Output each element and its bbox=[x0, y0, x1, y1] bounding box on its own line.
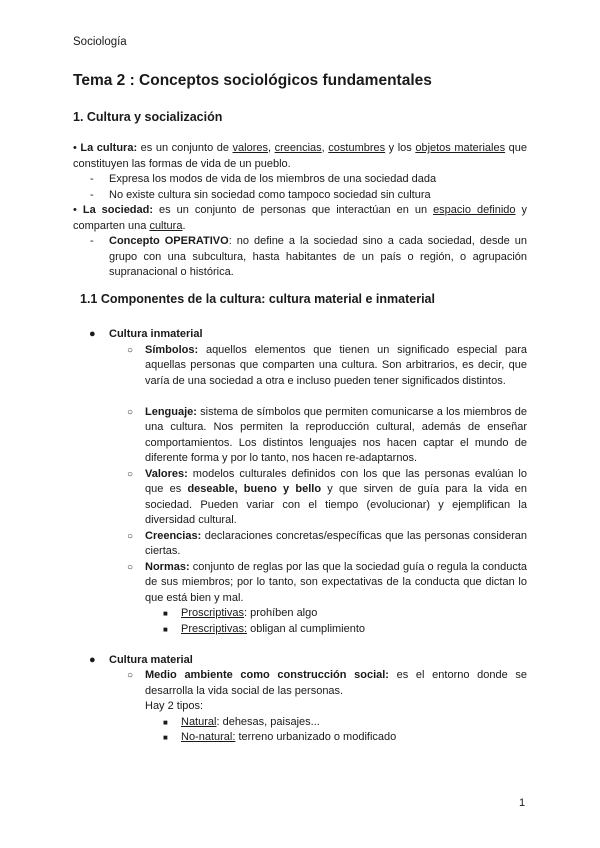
term: Creencias: bbox=[145, 529, 202, 542]
text: modelos culturales definidos con los que las personas evalúan lo que es bbox=[145, 467, 527, 495]
cultura-definition bbox=[73, 141, 527, 172]
bullet-icon: • bbox=[73, 142, 77, 154]
text: No existe cultura sin sociedad como tampoco sociedad sin cultura bbox=[109, 188, 431, 201]
text: obligan al cumplimiento bbox=[247, 622, 366, 635]
page-title: Tema 2 : Conceptos sociológicos fundamentales bbox=[73, 72, 432, 89]
circle-bullet-icon: ○ bbox=[127, 406, 134, 418]
text: Cultura inmaterial bbox=[109, 328, 203, 340]
creencias-item bbox=[127, 529, 527, 560]
list-item bbox=[163, 606, 318, 622]
term: Medio ambiente como construcción social: bbox=[145, 669, 389, 681]
term: Normas: bbox=[145, 560, 190, 573]
medio-ambiente-item bbox=[127, 668, 527, 699]
text: que constituyen las formas de vida de un pueblo. bbox=[73, 142, 527, 170]
link-cultura: cultura bbox=[149, 219, 183, 232]
list-item-cultura-inmaterial bbox=[89, 327, 203, 343]
bullet-icon: ● bbox=[89, 328, 96, 340]
list-item bbox=[90, 188, 527, 204]
text: aquellos elementos que tienen un significado especial para aquellas personas que comparten una cultura. Son arbitrarios, es decir, que varía de una sociedad a otra e incluso pueden tener significados distintos. bbox=[145, 343, 527, 387]
bullet-icon: • bbox=[73, 204, 77, 216]
text: conjunto de reglas por las que la sociedad guía o regula la conducta de sus miembros; por lo tanto, son expectativas de la conducta que dictan lo que está bien y mal. bbox=[145, 560, 527, 604]
document-header: Sociología bbox=[73, 36, 127, 48]
sociedad-definition bbox=[73, 203, 527, 234]
text: . bbox=[182, 219, 186, 232]
section-heading-1-1: 1.1 Componentes de la cultura: cultura material e inmaterial bbox=[80, 292, 435, 306]
text: es un conjunto de bbox=[137, 142, 233, 154]
text: Expresa los modos de vida de los miembros de una sociedad dada bbox=[109, 173, 437, 185]
link-valores: valores bbox=[232, 142, 268, 154]
text: declaraciones concretas/específicas que las personas consideran ciertas. bbox=[145, 529, 527, 557]
link-espacio-definido: espacio definido bbox=[433, 204, 516, 216]
text: : no define a la sociedad sino a cada sociedad, desde un grupo con una subcultura, hasta habitantes de un país o región, o agrupación supranacional o histórica. bbox=[109, 235, 527, 278]
list-item bbox=[163, 622, 366, 638]
text: es un conjunto de personas que interactúan en un bbox=[153, 204, 434, 216]
concepto-operativo bbox=[90, 234, 527, 281]
list-item bbox=[163, 715, 320, 731]
link-creencias: creencias bbox=[274, 142, 322, 154]
circle-bullet-icon: ○ bbox=[127, 561, 134, 573]
link-costumbres: costumbres bbox=[328, 142, 386, 154]
link-objetos-materiales: objetos materiales bbox=[415, 142, 506, 154]
term: Símbolos: bbox=[145, 343, 199, 356]
text: , bbox=[321, 142, 329, 154]
dash-icon: - bbox=[90, 188, 94, 201]
circle-bullet-icon: ○ bbox=[127, 344, 134, 356]
term: Valores: bbox=[145, 467, 188, 480]
square-bullet-icon: ■ bbox=[163, 624, 168, 634]
list-item-cultura-material bbox=[89, 653, 193, 669]
section-heading-1: 1. Cultura y socialización bbox=[73, 110, 223, 124]
list-item bbox=[163, 730, 397, 746]
lenguaje-item bbox=[127, 405, 527, 467]
text: y los bbox=[385, 142, 416, 154]
square-bullet-icon: ■ bbox=[163, 717, 168, 727]
list-item bbox=[90, 172, 527, 188]
square-bullet-icon: ■ bbox=[163, 609, 168, 618]
text: Prescriptivas: bbox=[181, 622, 248, 635]
text: : dehesas, paisajes... bbox=[216, 715, 320, 728]
text: y que sirven de guía para la vida en sociedad. Pueden variar con el tiempo (evolucionar) y ejemplifican la diversidad cultural. bbox=[145, 483, 527, 526]
valores-item bbox=[127, 467, 527, 529]
text: No-natural: bbox=[181, 731, 236, 743]
tipos-label: Hay 2 tipos: bbox=[145, 700, 204, 712]
text: y comparten una bbox=[73, 204, 527, 232]
text: , bbox=[267, 142, 275, 154]
text: sistema de símbolos que permiten comunicarse a los miembros de una cultura. Nos permiten la reproducción cultural, además de enseñar comportamientos. Los distintos lenguajes nos hacen captar el mundo de diferente forma y por lo tanto, nos hacen re-adaptarnos. bbox=[145, 405, 527, 464]
bold-text: deseable, bueno y bello bbox=[187, 483, 322, 495]
simbolos-item bbox=[127, 343, 527, 390]
bullet-icon: ● bbox=[89, 653, 96, 666]
text: Natural bbox=[181, 715, 217, 728]
text: : prohíben algo bbox=[243, 607, 318, 619]
square-bullet-icon: ■ bbox=[163, 733, 168, 742]
circle-bullet-icon: ○ bbox=[127, 468, 134, 480]
text: Proscriptivas bbox=[181, 607, 244, 619]
term: Lenguaje: bbox=[145, 405, 197, 418]
term-cultura: La cultura: bbox=[80, 142, 138, 154]
text: es el entorno donde se desarrolla la vida social de las personas. bbox=[145, 669, 527, 697]
page-number: 1 bbox=[519, 797, 526, 809]
dash-icon: - bbox=[90, 173, 94, 185]
normas-item bbox=[127, 560, 527, 607]
text: Cultura material bbox=[109, 653, 193, 666]
term: Concepto OPERATIVO bbox=[109, 235, 229, 247]
text: terreno urbanizado o modificado bbox=[235, 731, 397, 743]
circle-bullet-icon: ○ bbox=[127, 530, 134, 542]
dash-icon: - bbox=[90, 235, 94, 247]
circle-bullet-icon: ○ bbox=[127, 670, 134, 681]
term-sociedad: La sociedad: bbox=[82, 204, 154, 216]
